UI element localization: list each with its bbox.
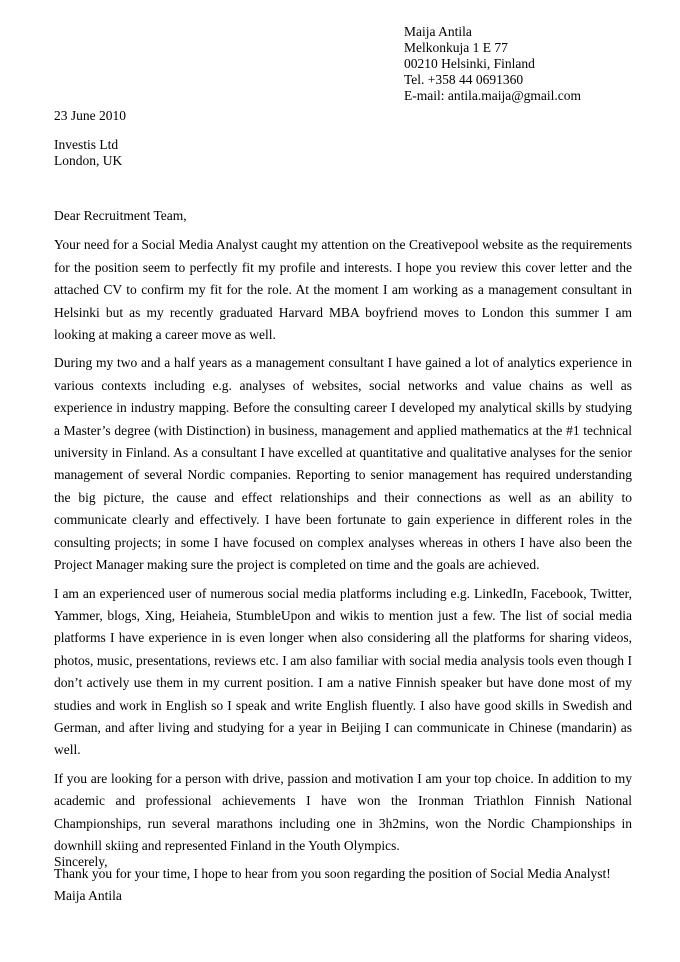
recipient-company: Investis Ltd: [54, 137, 119, 152]
closing-signoff: Sincerely,: [54, 854, 108, 869]
closing-block: [54, 851, 122, 907]
sender-address-block: [404, 24, 581, 104]
salutation: Dear Recruitment Team,: [54, 208, 187, 223]
sender-name: Maija Antila: [404, 24, 472, 39]
sender-city: 00210 Helsinki, Finland: [404, 56, 535, 71]
letter-date: 23 June 2010: [54, 108, 126, 123]
body-paragraph-4: If you are looking for a person with drive, passion and motivation I am your top choice. In addition to my academic and professional achievements I have won the Ironman Triathlon Finnish National Championships, run several marathons including one in 3h2mins, won the Nordic Championships in downhill skiing and represented Finland in the Youth Olympics.: [54, 770, 632, 853]
body-paragraph-5: Thank you for your time, I hope to hear from you soon regarding the position of Social Media Analyst!: [54, 866, 611, 882]
letter-body: [54, 205, 632, 892]
body-paragraph-1: Your need for a Social Media Analyst caught my attention on the Creativepool website as the requirements for the position seem to perfectly fit my profile and interests. I hope you review this cover letter and the attached CV to confirm my fit for the role. At the moment I am working as a management consultant in Helsinki but as my recently graduated Harvard MBA boyfriend moves to London this summer I am looking at making a career move as well.: [54, 237, 632, 343]
sender-email: E-mail: antila.maija@gmail.com: [404, 88, 582, 103]
sender-phone: Tel. +358 44 0691360: [404, 72, 524, 87]
body-paragraph-3: I am an experienced user of numerous social media platforms including e.g. LinkedIn, Facebook, Twitter, Yammer, blogs, Xing, Heiaheia, StumbleUpon and wikis to mention just a few. The list of social media platforms I have experience in is even longer when also considering all the platforms for sharing videos, photos, music, presentations, reviews etc. I am also familiar with social media analysis tools even though I don’t actively use them in my current position. I am a native Finnish speaker but have done most of my studies and work in English so I speak and write English fluently. I also have good skills in Swedish and German, and after living and studying for a year in Beijing I can communicate in Chinese (mandarin) as well.: [54, 585, 632, 758]
recipient-address-block: [54, 137, 122, 169]
body-paragraph-2: During my two and a half years as a management consultant I have gained a lot of analytics experience in various contexts including e.g. analyses of websites, social networks and value chains as well as experience in industry mapping. Before the consulting career I developed my analytical skills by studying a Master’s degree (with Distinction) in business, management and applied mathematics at the #1 technical university in Finland. As a consultant I have excelled at quantitative and qualitative analyses for the senior management of several Nordic companies. Reporting to senior management has required understanding the big picture, the cause and effect relationships and their connections as well as an ability to communicate clearly and effectively. I have been fortunate to gain experience in different roles in the consulting projects; in some I have focused on complex analyses whereas in others I have also been the Project Manager making sure the project is completed on time and the goals are achieved.: [54, 355, 632, 573]
recipient-location: London, UK: [54, 153, 123, 168]
sender-street: Melkonkuja 1 E 77: [404, 40, 508, 55]
signature-name: Maija Antila: [54, 888, 122, 903]
